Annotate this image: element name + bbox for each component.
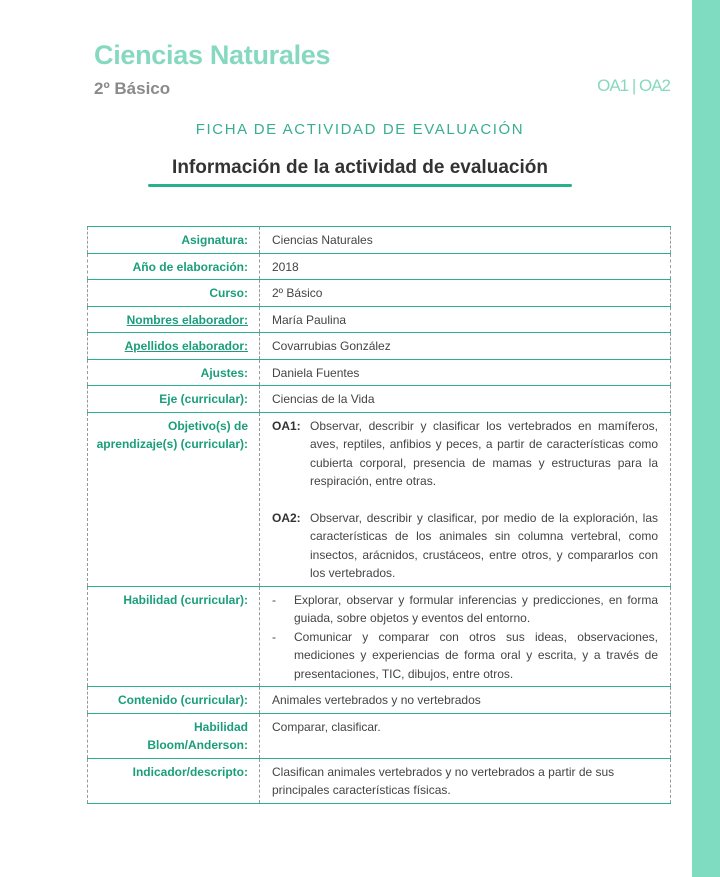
table-row [88,713,671,758]
table-row [88,687,671,714]
oa-text: Observar, describir y clasificar, por medio de la exploración, las características de los animales sin columna vertebral, como insectos, arácnidos, crustáceos, entre otros, y compararlos con los vertebrados. [310,510,658,580]
row-label: Año de elaboración: [88,253,260,280]
row-label: Indicador/descripto: [88,758,260,803]
row-label: Nombres elaborador: [126,312,248,327]
row-value: Daniela Fuentes [260,359,671,386]
row-label: Habilidad Bloom/Anderson: [88,713,260,758]
oa-text: Observar, describir y clasificar los vertebrados en mamíferos, aves, reptiles, anfibios y peces, a partir de características como cubierta corporal, presencia de mamas y estructuras para la respiración, entre otras. [310,418,658,488]
table-row [88,359,671,386]
oa-label: OA1 | OA2 [597,76,670,95]
table-row [88,758,671,803]
row-value: Animales vertebrados y no vertebrados [260,687,671,714]
row-label: Ajustes: [88,359,260,386]
subject-title: Ciencias Naturales [94,40,331,70]
bullet-item: - Comunicar y comparar con otros sus ideas, observaciones, mediciones y experiencias de forma oral y escrita, y a través de presentaciones, TIC, dibujos, entre otros. [272,628,658,684]
grade-label: 2º Básico [94,79,171,98]
title-underline [148,184,572,187]
row-label: Asignatura: [88,227,260,254]
table-row [88,253,671,280]
row-label: Objetivo(s) de aprendizaje(s) (curricular): [88,412,260,586]
bullet-text: Comunicar y comparar con otros sus ideas, observaciones, mediciones y experiencias de forma oral y escrita, y a través de presentaciones, TIC, dibujos, entre otros. [294,629,658,681]
row-value: Ciencias de la Vida [260,386,671,413]
row-value: Clasifican animales vertebrados y no vertebrados a partir de sus principales características físicas. [260,758,671,803]
row-label: Curso: [88,280,260,307]
page-title: Información de la actividad de evaluación [172,157,548,178]
oa-code: OA1: [272,418,301,433]
row-label: Eje (curricular): [88,386,260,413]
row-value: Comparar, clasificar. [260,713,671,758]
bullet-text: Explorar, observar y formular inferencias y predicciones, en forma guiada, sobre objetos y eventos del entorno. [294,592,658,625]
oa1-item [272,417,658,491]
row-value: 2018 [260,253,671,280]
bullet-item: - Explorar, observar y formular inferencias y predicciones, en forma guiada, sobre objetos y eventos del entorno. [272,591,658,628]
row-label: Apellidos elaborador: [124,339,248,353]
table-row [88,227,671,254]
table-row [88,280,671,307]
table-row-habilidad [88,586,671,687]
table-row [88,333,671,360]
table-row [88,386,671,413]
oa-code: OA2: [272,510,301,525]
row-value: María Paulina [260,306,671,333]
table-row [88,306,671,333]
info-table [87,226,671,804]
row-value: Covarrubias González [260,333,671,360]
ficha-heading: FICHA DE ACTIVIDAD DE EVALUACIÓN [195,121,525,138]
row-label: Habilidad (curricular): [88,586,260,687]
row-label: Contenido (curricular): [88,687,260,714]
row-value: 2º Básico [260,280,671,307]
table-row-objetivos [88,412,671,586]
oa2-item [272,509,658,583]
row-value: Ciencias Naturales [260,227,671,254]
